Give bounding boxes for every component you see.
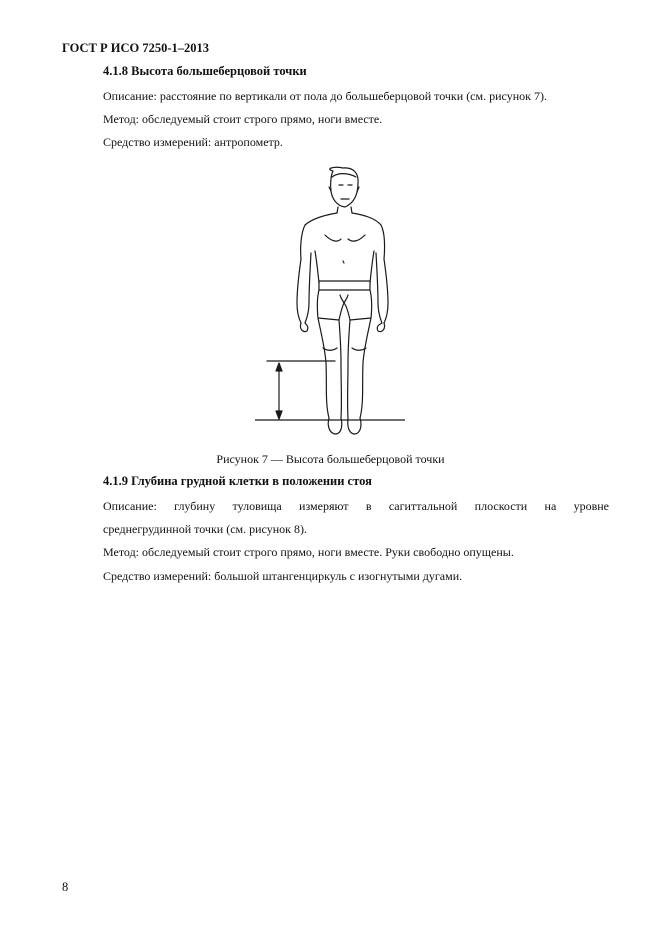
section-4-1-9-instrument: Средство измерений: большой штангенциркуль с изогнутыми дугами. <box>103 569 463 583</box>
description-word: сагиттальной <box>388 499 458 513</box>
section-4-1-8-title: 4.1.8 Высота большеберцовой точки <box>103 64 307 78</box>
section-4-1-9-description-line-1 <box>103 499 609 514</box>
section-4-1-9-description-line-2: среднегрудинной точки (см. рисунок 8). <box>103 522 307 536</box>
figure-7-caption: Рисунок 7 — Высота большеберцовой точки <box>216 452 445 466</box>
standing-human-figure-icon <box>255 163 405 438</box>
description-word: плоскости <box>474 499 528 513</box>
description-word: Описание: <box>103 499 157 513</box>
description-word: глубину <box>174 499 216 513</box>
document-header-code: ГОСТ Р ИСО 7250-1–2013 <box>62 41 210 55</box>
section-4-1-9-title: 4.1.9 Глубина грудной клетки в положении стоя <box>103 474 372 488</box>
figure-7-illustration <box>255 163 405 438</box>
description-word: измеряют <box>299 499 349 513</box>
description-word: на <box>544 499 557 513</box>
section-4-1-9-method: Метод: обследуемый стоит строго прямо, ноги вместе. Руки свободно опущены. <box>103 545 514 559</box>
page-number: 8 <box>62 880 69 894</box>
description-word: туловища <box>232 499 282 513</box>
section-4-1-8-description: Описание: расстояние по вертикали от пола до большеберцовой точки (см. рисунок 7). <box>103 89 547 103</box>
description-word: в <box>365 499 372 513</box>
section-4-1-8-method: Метод: обследуемый стоит строго прямо, ноги вместе. <box>103 112 383 126</box>
section-4-1-8-instrument: Средство измерений: антропометр. <box>103 135 283 149</box>
description-word: уровне <box>573 499 609 513</box>
